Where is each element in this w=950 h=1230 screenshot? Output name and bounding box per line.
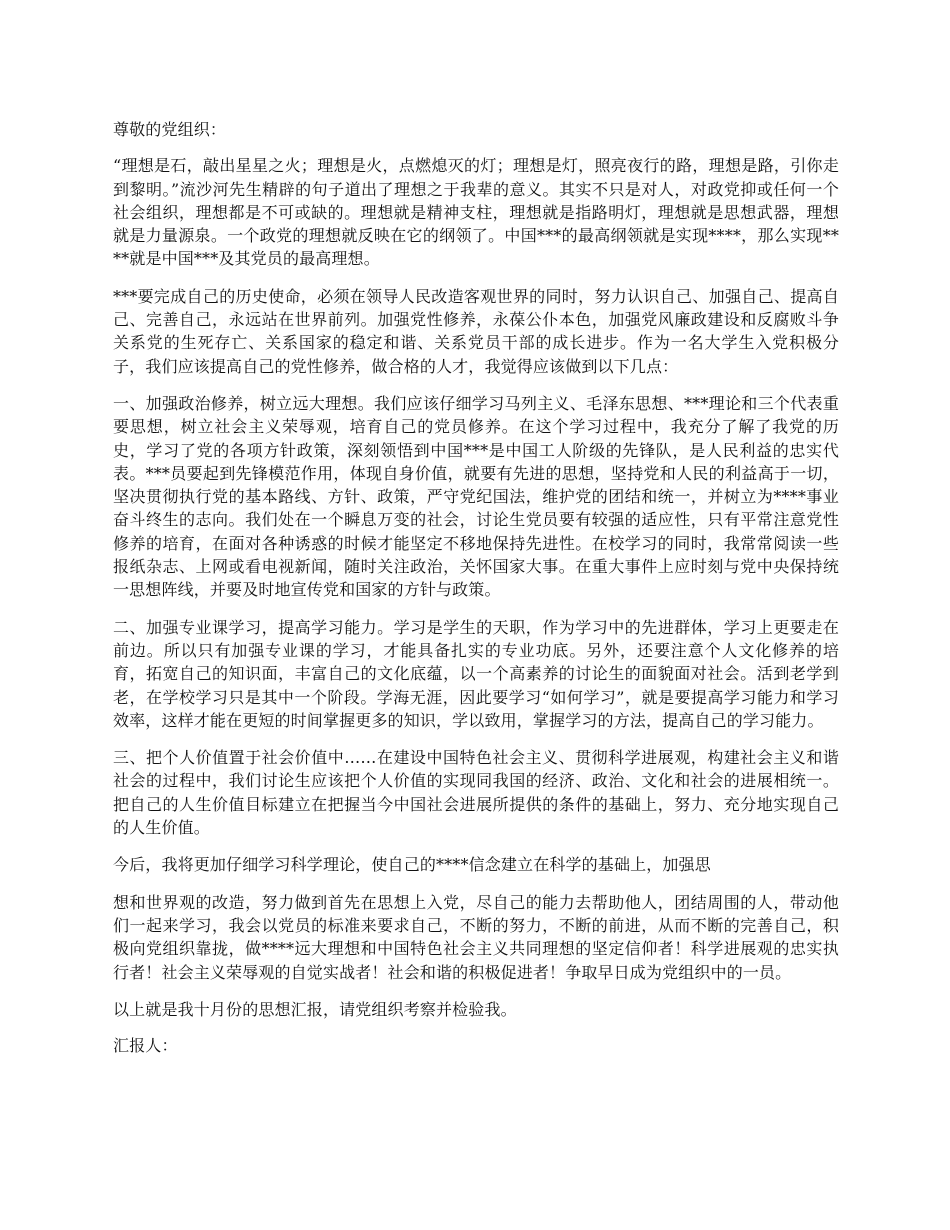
paragraph-future-plan-continued: 想和世界观的改造，努力做到首先在思想上入党，尽自己的能力去帮助他人，团结周围的人，带动他们一起来学习，我会以党员的标准来要求自己，不断的努力，不断的前进，从而不断的完善自己，积极向党组织靠拢，做****远大理想和中国特色社会主义共同理想的坚定信仰者！科学进展观的忠实执行者！社会主义荣辱观的自觉实战者！社会和谐的积极促进者！争取早日成为党组织中的一员。 <box>113 892 839 982</box>
document-page <box>113 118 839 1071</box>
paragraph-point-one-political: 一、加强政治修养，树立远大理想。我们应该仔细学习马列主义、毛泽东思想、***理论和三个代表重要思想，树立社会主义荣辱观，培育自己的党员修养。在这个学习过程中，我充分了解了我党的历史，学习了党的各项方针政策，深刻领悟到中国***是中国工人阶级的先锋队，是人民利益的忠实代表。***员要起到先锋模范作用，体现自身价值，就要有先进的思想，坚持党和人民的利益高于一切，坚决贯彻执行党的基本路线、方针、政策，严守党纪国法，维护党的团结和统一，并树立为****事业奋斗终生的志向。我们处在一个瞬息万变的社会，讨论生党员要有较强的适应性，只有平常注意党性修养的培育，在面对各种诱惑的时候才能坚定不移地保持先进性。在校学习的同时，我常常阅读一些报纸杂志、上网或看电视新闻，随时关注政治，关怀国家大事。在重大事件上应时刻与党中央保持统一思想阵线，并要及时地宣传党和国家的方针与政策。 <box>113 393 839 600</box>
paragraph-future-plan-start: 今后，我将更加仔细学习科学理论，使自己的****信念建立在科学的基础上，加强思 <box>113 855 711 875</box>
paragraph-closing: 以上就是我十月份的思想汇报，请党组织考察并检验我。 <box>113 999 517 1019</box>
paragraph-ideals-quote: “理想是石，敲出星星之火；理想是火，点燃熄灭的灯；理想是灯，照亮夜行的路，理想是路，引你走到黎明。”流沙河先生精辟的句子道出了理想之于我辈的意义。其实不只是对人，对政党抑或任何一个社会组织，理想都是不可或缺的。理想就是精神支柱，理想就是指路明灯，理想就是思想武器，理想就是力量源泉。一个政党的理想就反映在它的纲领了。中国***的最高纲领就是实现****，那么实现****就是中国***及其党员的最高理想。 <box>113 156 839 269</box>
paragraph-point-two-study: 二、加强专业课学习，提高学习能力。学习是学生的天职，作为学习中的先进群体，学习上更要走在前边。所以只有加强专业课的学习，才能具备扎实的专业功底。另外，还要注意个人文化修养的培育，拓宽自己的知识面，丰富自己的文化底蕴，以一个高素养的讨论生的面貌面对社会。活到老学到老，在学校学习只是其中一个阶段。学海无涯，因此要学习“如何学习”，就是要提高学习能力和学习效率，这样才能在更短的时间掌握更多的知识，学以致用，掌握学习的方法，提高自己的学习能力。 <box>113 617 839 730</box>
paragraph-point-three-value: 三、把个人价值置于社会价值中……在建设中国特色社会主义、贯彻科学进展观，构建社会主义和谐社会的过程中，我们讨论生应该把个人价值的实现同我国的经济、政治、文化和社会的进展相统一。把自己的人生价值目标建立在把握当今中国社会进展所提供的条件的基础上，努力、充分地实现自己的人生价值。 <box>113 748 839 838</box>
salutation: 尊敬的党组织： <box>113 120 227 139</box>
signature-label: 汇报人： <box>113 1036 178 1056</box>
paragraph-historic-mission: ***要完成自己的历史使命，必须在领导人民改造客观世界的同时，努力认识自己、加强自己、提高自己、完善自己，永远站在世界前列。加强党性修养，永葆公仆本色，加强党风廉政建设和反腐败斗争关系党的生死存亡、关系国家的稳定和谐、关系党员干部的成长进步。作为一名大学生入党积极分子，我们应该提高自己的党性修养，做合格的人才，我觉得应该做到以下几点： <box>113 286 839 376</box>
